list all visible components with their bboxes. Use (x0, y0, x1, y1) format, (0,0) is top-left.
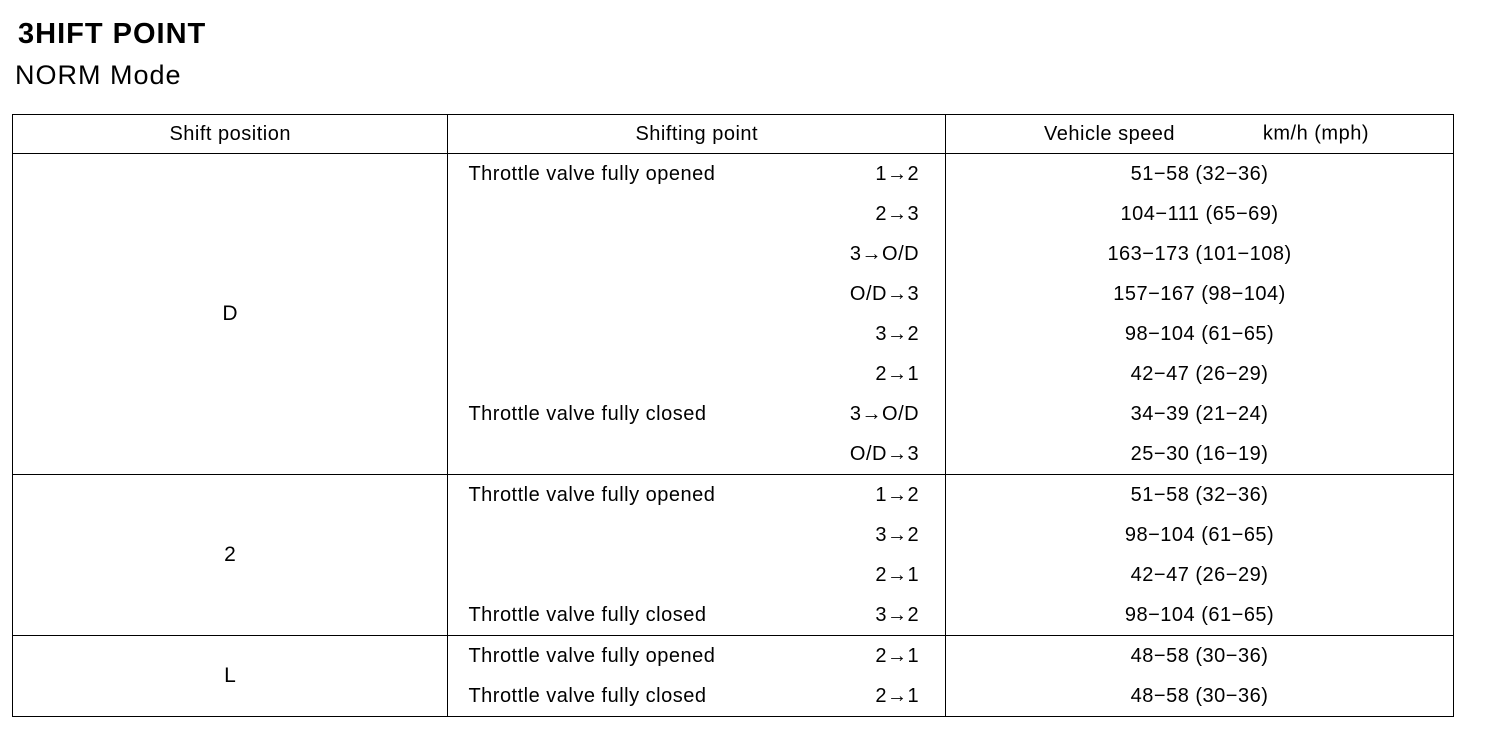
throttle-condition: Throttle valve fully closed (468, 402, 707, 425)
shift-line (448, 636, 945, 676)
speed-line: 25−30 (16−19) (1130, 442, 1269, 465)
speed-line: 51−58 (32−36) (1130, 483, 1269, 506)
speed-line: 98−104 (61−65) (1124, 603, 1275, 626)
shift-line (448, 434, 945, 474)
header-shifting-point: Shifting point (448, 115, 946, 154)
gear-shift: 3→2 (875, 523, 920, 546)
speed-line: 51−58 (32−36) (1130, 162, 1269, 185)
shift-line (448, 154, 945, 194)
speed-line: 34−39 (21−24) (1130, 402, 1269, 425)
table-row (13, 154, 1454, 475)
gear-shift: 2→3 (875, 202, 920, 225)
gear-shift: O/D→3 (849, 442, 920, 465)
throttle-condition: Throttle valve fully opened (468, 162, 716, 185)
vehicle-speed-cell (946, 154, 1454, 475)
speed-line: 104−111 (65−69) (1120, 202, 1279, 225)
shift-line (448, 555, 945, 595)
gear-shift: 2→1 (875, 684, 920, 707)
shift-line (448, 394, 945, 434)
header-speed-unit: km/h (mph) (1262, 122, 1369, 145)
gear-shift: 3→O/D (849, 242, 920, 265)
speed-line: 157−167 (98−104) (1113, 282, 1286, 305)
speed-line: 48−58 (30−36) (1130, 684, 1269, 707)
shift-line (448, 314, 945, 354)
throttle-condition: Throttle valve fully closed (468, 603, 707, 626)
mode-subtitle: NORM Mode (15, 60, 182, 90)
speed-line: 163−173 (101−108) (1107, 242, 1292, 265)
shifting-point-cell (448, 154, 946, 475)
gear-shift: 1→2 (875, 483, 920, 506)
table-header-row (13, 115, 1454, 154)
shift-line (448, 475, 945, 515)
shift-point-table (12, 114, 1454, 717)
shift-line (448, 676, 945, 716)
shift-position-cell: 2 (13, 475, 448, 636)
gear-shift: 2→1 (875, 362, 920, 385)
gear-shift: 3→2 (875, 603, 920, 626)
table-row (13, 475, 1454, 636)
shift-line (448, 595, 945, 635)
shift-position-cell: L (13, 636, 448, 717)
table-row (13, 636, 1454, 717)
shift-line (448, 515, 945, 555)
shift-line (448, 354, 945, 394)
shift-position-cell: D (13, 154, 448, 475)
speed-line: 98−104 (61−65) (1124, 523, 1275, 546)
speed-line: 42−47 (26−29) (1130, 362, 1269, 385)
shift-line (448, 194, 945, 234)
vehicle-speed-cell (946, 475, 1454, 636)
throttle-condition: Throttle valve fully opened (468, 644, 716, 667)
gear-shift: 2→1 (875, 644, 920, 667)
header-vehicle-speed (946, 115, 1454, 154)
shift-line (448, 234, 945, 274)
throttle-condition: Throttle valve fully opened (468, 483, 716, 506)
vehicle-speed-cell (946, 636, 1454, 717)
header-shift-position: Shift position (13, 115, 448, 154)
gear-shift: 1→2 (875, 162, 920, 185)
shifting-point-cell (448, 636, 946, 717)
shifting-point-cell (448, 475, 946, 636)
page-title: 3HIFT POINT (18, 18, 207, 50)
speed-line: 48−58 (30−36) (1130, 644, 1269, 667)
gear-shift: 3→2 (875, 322, 920, 345)
throttle-condition: Throttle valve fully closed (468, 684, 707, 707)
gear-shift: 2→1 (875, 563, 920, 586)
table-body (13, 154, 1454, 717)
gear-shift: O/D→3 (849, 282, 920, 305)
shift-line (448, 274, 945, 314)
header-vehicle-speed-label: Vehicle speed (1044, 122, 1176, 145)
speed-line: 42−47 (26−29) (1130, 563, 1269, 586)
speed-line: 98−104 (61−65) (1124, 322, 1275, 345)
gear-shift: 3→O/D (849, 402, 920, 425)
